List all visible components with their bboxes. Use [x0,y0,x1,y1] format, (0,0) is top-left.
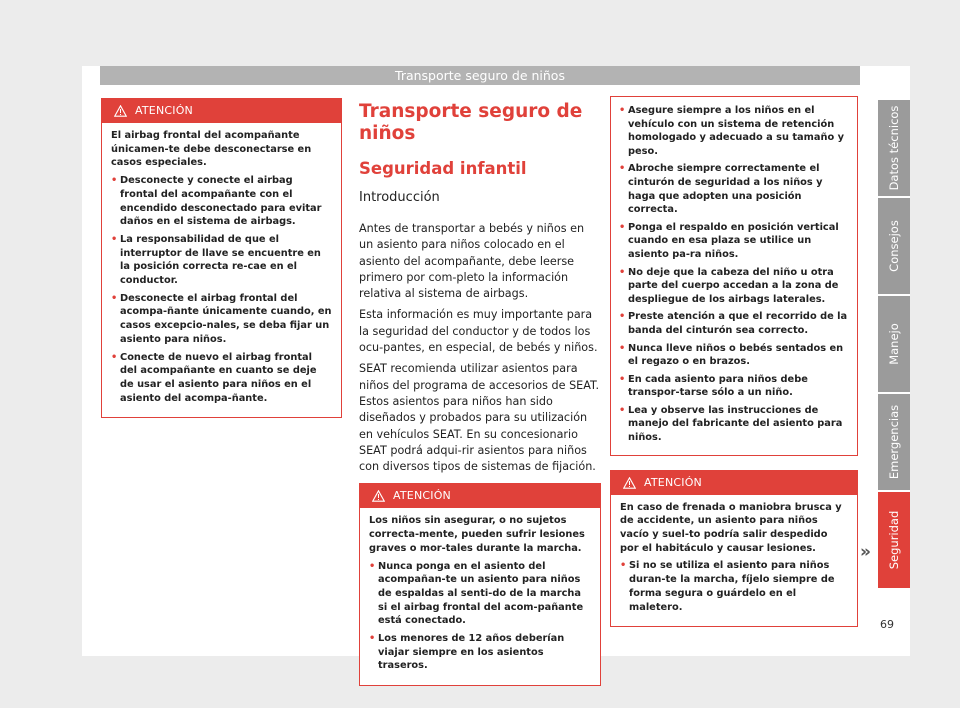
bullet-text: Si no se utiliza el asiento para niños duran-te la marcha, fíjelo siempre de forma segura o guárdelo en el maletero. [629,560,835,613]
tab-label: Consejos [887,220,901,272]
warning-box-empty-seat [610,470,858,628]
warning-bullet [619,373,849,400]
warning-bullet [619,310,849,337]
bullet-text: Nunca lleve niños o bebés sentados en el regazo o en brazos. [628,342,844,368]
warning-body [360,508,600,685]
warning-bullet [369,632,591,673]
bullet-text: La responsabilidad de que el interruptor de llave se encuentre en la posición correcta re-cae en el conductor. [120,233,321,287]
warning-header [611,471,857,495]
bullet-dot: • [619,404,626,416]
bullet-text: Lea y observe las instrucciones de manejo del fabricante del asiento para niños. [628,404,843,444]
bullet-dot: • [619,373,626,385]
warning-bullet [111,174,332,229]
warning-bullet [619,162,849,216]
warning-bullet [111,233,332,288]
bullet-text: Desconecte y conecte el airbag frontal del acompañante con el encendido desconectado para evitar daños en el sistema de airbags. [120,175,322,228]
bullet-dot: • [619,266,626,278]
warning-bullet [619,221,849,262]
section-sidebar [878,100,910,590]
tab-label: Emergencias [887,404,901,480]
page-header [100,66,860,85]
warning-heading: ATENCIÓN [135,104,193,117]
bullet-text: Asegure siempre a los niños en el vehículo con un sistema de retención homologado y adecuado a su tamaño y peso. [628,105,844,157]
warning-intro: El airbag frontal del acompañante únicamen-te debe desconectarse en casos especiales. [111,130,312,169]
bullet-dot: • [619,311,626,323]
warning-bullet [111,292,332,347]
warning-triangle-icon [114,105,127,117]
warning-triangle-icon [372,490,385,502]
warning-bullet [619,266,849,307]
warning-bullet [619,342,849,369]
bullet-text: En cada asiento para niños debe transpor-tarse sólo a un niño. [628,373,808,399]
tab-manejo[interactable] [878,296,910,392]
right-column [610,96,858,627]
tab-datos-tecnicos[interactable] [878,100,910,196]
warning-intro: En caso de frenada o maniobra brusca y de accidente, un asiento para niños vacío y suel-to podría salir despedido por el habitáculo y causar lesiones. [620,501,842,554]
bullet-text: Conecte de nuevo el airbag frontal del acompañante en cuanto se deje de usar el asiento para niños en el asiento del acompa-ñante. [120,351,317,404]
bullet-text: No deje que la cabeza del niño u otra parte del cuerpo accedan a la zona de despliegue de los airbags laterales. [628,266,839,305]
paragraph: SEAT recomienda utilizar asientos para niños del programa de accesorios de SEAT. Estos asientos para niños han sido diseñados y probados para su utilización en vehículos SEAT. En su concesionario SEAT podrá adqui-rir asientos para niños con diversos tipos de sistemas de fijación. [359,362,600,474]
tab-consejos[interactable] [878,198,910,294]
bullet-dot: • [619,342,626,354]
tab-label: Datos técnicos [887,105,901,191]
bullet-dot: • [111,351,118,363]
intro-text [359,221,601,475]
bullet-dot: • [111,292,118,304]
warning-bullet [619,404,849,445]
warning-header [102,99,341,123]
bullet-dot: • [369,633,376,645]
paragraph: Antes de transportar a bebés y niños en un asiento para niños colocado en el asiento del acompañante, debe leerse primero por com-pleto la información relativa al sistema de airbags. [359,222,585,301]
section-title: Seguridad infantil [359,159,527,178]
continued-warning-box [610,96,858,456]
bullet-dot: • [111,233,118,245]
tab-label: Seguridad [887,510,901,570]
bullet-text: Ponga el respaldo en posición vertical cuando en esa plaza se utilice un asiento pa-ra niños. [628,221,839,260]
left-column [101,98,342,418]
middle-column [359,98,601,686]
bullet-text: Preste atención a que el recorrido de la banda del cinturón sea correcto. [628,311,848,336]
warning-body [102,123,341,417]
warning-bullet [111,351,332,406]
bullet-text: Desconecte el airbag frontal del acompa-ñante únicamente cuando, en casos excepcio-nales, se deba fijar un asiento para niños. [120,292,332,345]
warning-header [360,484,600,508]
bullet-dot: • [619,105,626,116]
bullet-dot: • [619,163,626,175]
paragraph: Esta información es muy importante para la seguridad del conductor y de todos los ocu-pantes, en especial, de bebés y niños. [359,308,598,355]
bullet-dot: • [369,560,376,572]
bullet-text: Nunca ponga en el asiento del acompañan-te un asiento para niños de espaldas al senti-do de la marcha si el airbag frontal del acom-pañante está conectado. [378,560,584,627]
bullet-dot: • [619,221,626,233]
tab-emergencias[interactable] [878,394,910,490]
page-title: Transporte seguro de niños [359,101,583,144]
warning-box-airbag [101,98,342,418]
subsection-title: Introducción [359,190,440,205]
continue-arrow-icon: » [860,542,871,562]
tab-label: Manejo [887,323,901,365]
warning-bullet [369,560,591,629]
warning-box-unsecured-children [359,483,601,686]
warning-heading: ATENCIÓN [393,489,451,503]
bullet-text: Los menores de 12 años deberían viajar siempre en los asientos traseros. [378,633,565,672]
warning-bullet [620,559,848,614]
warning-body [611,495,857,627]
warning-heading: ATENCIÓN [644,475,702,489]
tab-seguridad[interactable] [878,492,910,588]
warning-triangle-icon [623,477,636,489]
warning-bullet [619,104,849,158]
bullet-dot: • [620,560,627,572]
bullet-text: Abroche siempre correctamente el cinturón de seguridad a los niños y haga que adopten una posición correcta. [628,163,823,216]
bullet-dot: • [111,175,118,187]
warning-intro: Los niños sin asegurar, o no sujetos correcta-mente, pueden sufrir lesiones graves o mor-tales durante la marcha. [369,515,585,554]
page-number: 69 [880,618,894,631]
header-title: Transporte seguro de niños [395,68,565,83]
